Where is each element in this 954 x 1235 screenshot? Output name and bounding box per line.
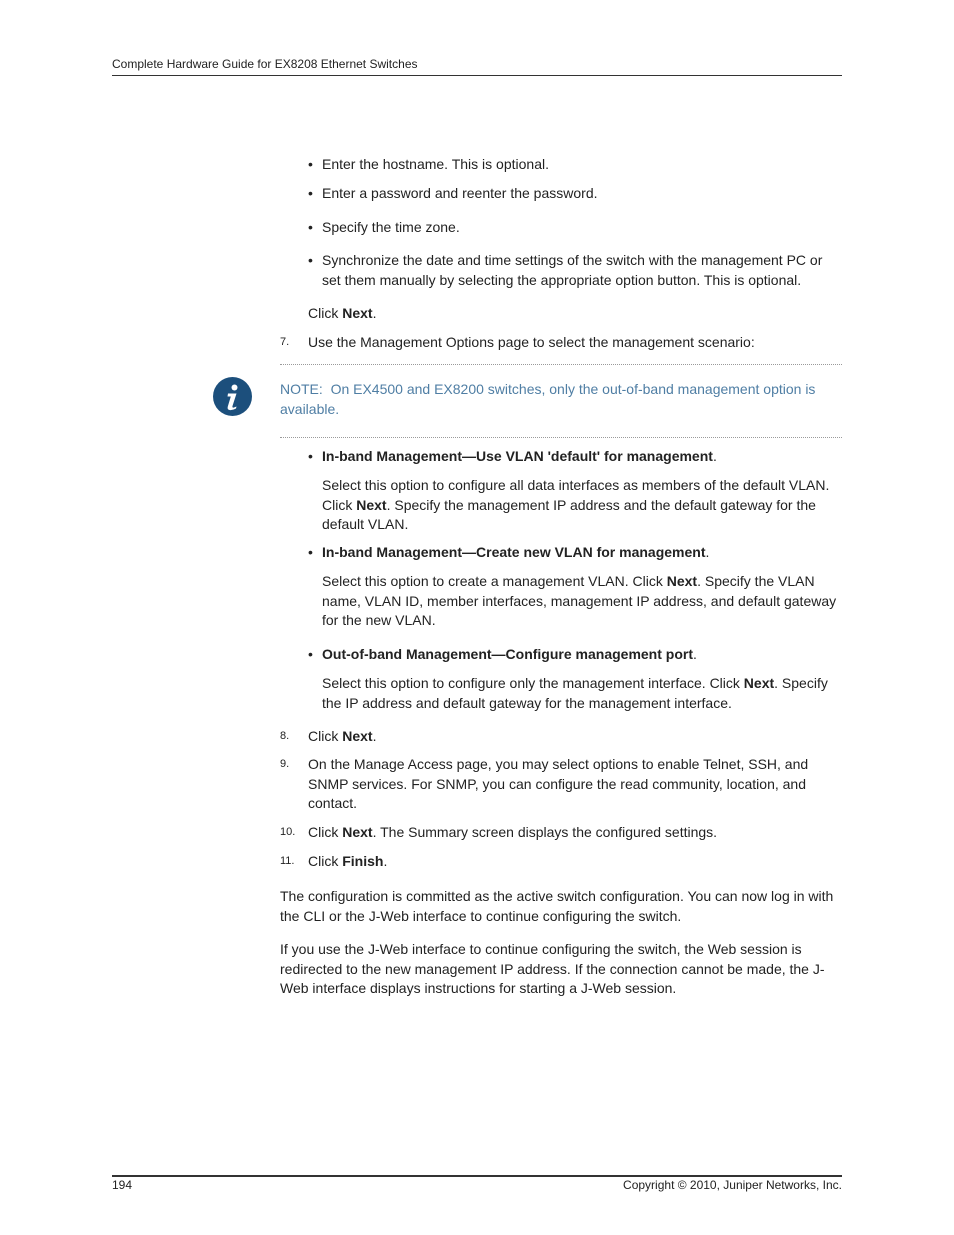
running-header: Complete Hardware Guide for EX8208 Ethernet Switches	[112, 57, 418, 71]
paragraph-committed: The configuration is committed as the active switch configuration. You can now log in with the CLI or the J-Web interface to continue configuring the switch.	[280, 888, 834, 924]
option-title: In-band Management—Create new VLAN for management.	[322, 544, 710, 560]
bullet-timezone: Specify the time zone.	[322, 219, 460, 235]
option-description: Select this option to configure all data interfaces as members of the default VLAN. Click Next. Specify the management IP address and the default gateway for the default VLAN.	[322, 477, 830, 532]
step-8-text: Click Next.	[308, 728, 377, 744]
step-number: 10.	[280, 826, 296, 838]
step-7-text: Use the Management Options page to select the management scenario:	[308, 334, 755, 350]
paragraph-jweb: If you use the J-Web interface to continue configuring the switch, the Web session is redirected to the new management IP address. If the connection cannot be made, the J-Web interface displays instructions for starting a J-Web session.	[280, 941, 825, 996]
option-title: Out-of-band Management—Configure management port.	[322, 646, 697, 662]
bullet-marker: •	[308, 646, 313, 662]
bullet-password: Enter a password and reenter the password.	[322, 185, 598, 201]
step-9-text: On the Manage Access page, you may select options to enable Telnet, SSH, and SNMP services. For SNMP, you can configure the read community, location, and contact.	[308, 756, 809, 811]
note-top-divider	[280, 364, 842, 365]
note-label: NOTE:	[280, 381, 323, 397]
bullet-hostname: Enter the hostname. This is optional.	[322, 156, 549, 172]
option-title: In-band Management—Use VLAN 'default' for management.	[322, 448, 717, 464]
step-number: 7.	[280, 336, 290, 348]
note-bottom-divider	[280, 437, 842, 438]
copyright: Copyright © 2010, Juniper Networks, Inc.	[623, 1178, 842, 1192]
bullet-marker: •	[308, 219, 313, 235]
option-description: Select this option to create a management VLAN. Click Next. Specify the VLAN name, VLAN ID, member interfaces, management IP address, and default gateway for the new VLAN.	[322, 573, 837, 628]
option-description: Select this option to configure only the management interface. Click Next. Specify the IP address and default gateway for the management interface.	[322, 675, 828, 711]
header-rule	[112, 75, 842, 76]
step-11-text: Click Finish.	[308, 853, 388, 869]
bullet-marker: •	[308, 156, 313, 172]
note-text: NOTE: On EX4500 and EX8200 switches, only the out-of-band management option is available.	[280, 381, 816, 417]
step-number: 11.	[280, 855, 295, 867]
click-next-line: Click Next.	[308, 305, 377, 321]
step-number: 9.	[280, 758, 290, 770]
bullet-marker: •	[308, 448, 313, 464]
bullet-datetime: Synchronize the date and time settings of the switch with the management PC or set them manually by selecting the appropriate option button. This is optional.	[322, 252, 823, 288]
bullet-marker: •	[308, 185, 313, 201]
info-icon	[213, 377, 252, 416]
page-number: 194	[112, 1178, 133, 1192]
step-10-text: Click Next. The Summary screen displays the configured settings.	[308, 824, 718, 840]
bullet-marker: •	[308, 252, 313, 268]
bullet-marker: •	[308, 544, 313, 560]
footer-rule	[112, 1175, 842, 1177]
step-number: 8.	[280, 730, 290, 742]
